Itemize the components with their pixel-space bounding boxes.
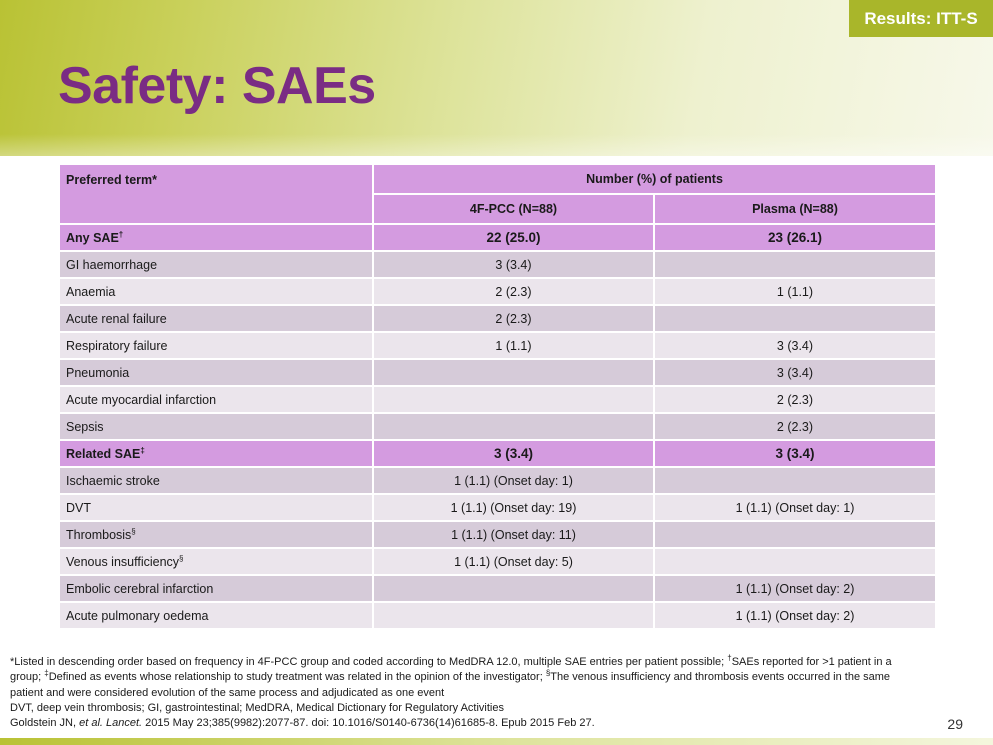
row-value-4fpcc: 2 (2.3) <box>373 278 654 305</box>
row-value-plasma <box>654 548 936 575</box>
row-value-4fpcc: 22 (25.0) <box>373 224 654 251</box>
row-term: Acute myocardial infarction <box>59 386 373 413</box>
row-value-plasma: 1 (1.1) (Onset day: 2) <box>654 575 936 602</box>
sae-table <box>58 163 937 630</box>
table-row <box>59 548 936 575</box>
row-value-plasma: 2 (2.3) <box>654 386 936 413</box>
table-row <box>59 494 936 521</box>
header-number-of-patients: Number (%) of patients <box>373 164 936 194</box>
row-term-label: DVT <box>66 500 91 515</box>
header-preferred-term: Preferred term* <box>59 164 373 224</box>
row-value-plasma <box>654 305 936 332</box>
row-value-4fpcc: 1 (1.1) (Onset day: 11) <box>373 521 654 548</box>
row-term <box>59 575 373 602</box>
footnotes <box>10 655 920 731</box>
footnote-abbreviations: DVT, deep vein thrombosis; GI, gastrointestinal; MedDRA, Medical Dictionary for Regulatory Activities <box>10 701 504 714</box>
row-term <box>59 467 373 494</box>
row-term <box>59 494 373 521</box>
any-sae-row <box>59 224 936 251</box>
row-value-4fpcc: 2 (2.3) <box>373 305 654 332</box>
row-term <box>59 548 373 575</box>
row-term: GI haemorrhage <box>59 251 373 278</box>
dagger-mark: † <box>118 229 124 239</box>
table-row <box>59 602 936 629</box>
row-value-4fpcc: 3 (3.4) <box>373 440 654 467</box>
row-term <box>59 521 373 548</box>
row-value-plasma: 3 (3.4) <box>654 332 936 359</box>
bottom-band <box>0 738 993 745</box>
table-row <box>59 305 936 332</box>
table-row <box>59 332 936 359</box>
related-sae-row <box>59 440 936 467</box>
row-value-4fpcc: 1 (1.1) (Onset day: 1) <box>373 467 654 494</box>
row-value-4fpcc: 3 (3.4) <box>373 251 654 278</box>
table-row <box>59 386 936 413</box>
row-value-4fpcc <box>373 359 654 386</box>
footnote-mark: § <box>179 553 184 563</box>
table-row <box>59 359 936 386</box>
table-row <box>59 467 936 494</box>
row-term <box>59 224 373 251</box>
results-badge: Results: ITT-S <box>849 0 993 37</box>
row-value-plasma <box>654 521 936 548</box>
page-number: 29 <box>947 716 963 732</box>
double-dagger-mark: ‡ <box>140 445 145 455</box>
row-value-4fpcc <box>373 413 654 440</box>
header-4fpcc: 4F-PCC (N=88) <box>373 194 654 224</box>
row-term-label: Venous insufficiency <box>66 554 180 569</box>
row-term: Sepsis <box>59 413 373 440</box>
footnote-mark: § <box>131 526 136 536</box>
row-value-plasma: 1 (1.1) (Onset day: 2) <box>654 602 936 629</box>
row-term-label: Thrombosis <box>66 527 132 542</box>
row-value-4fpcc: 1 (1.1) <box>373 332 654 359</box>
row-value-plasma <box>654 467 936 494</box>
row-value-plasma: 2 (2.3) <box>654 413 936 440</box>
table-row <box>59 521 936 548</box>
row-value-plasma: 3 (3.4) <box>654 440 936 467</box>
table-header-row <box>59 164 936 194</box>
row-value-4fpcc <box>373 575 654 602</box>
footnote-citation: Goldstein JN, et al. Lancet. 2015 May 23;385(9982):2077-87. doi: 10.1016/S0140-6736(14)61685-8. Epub 2015 Feb 27. <box>10 717 595 730</box>
table-row <box>59 251 936 278</box>
page-title: Safety: SAEs <box>58 57 376 115</box>
row-term: Anaemia <box>59 278 373 305</box>
row-term <box>59 440 373 467</box>
header-plasma: Plasma (N=88) <box>654 194 936 224</box>
row-term-label: Acute pulmonary oedema <box>66 608 209 623</box>
row-value-4fpcc: 1 (1.1) (Onset day: 19) <box>373 494 654 521</box>
any-sae-label: Any SAE <box>66 230 119 245</box>
footnote-definitions: *Listed in descending order based on frequency in 4F-PCC group and coded according to MedDRA 12.0, multiple SAE entries per patient possible; †SAEs reported for >1 patient in a group; ‡Defined as events whose relationship to study treatment was related in the opinion of the investigator; §The venous insufficiency and thrombosis events occurred in the same patient and were considered evolution of the same process and adjudicated as one event <box>10 653 892 699</box>
row-value-plasma: 1 (1.1) (Onset day: 1) <box>654 494 936 521</box>
table-row <box>59 575 936 602</box>
row-term: Respiratory failure <box>59 332 373 359</box>
related-sae-label: Related SAE <box>66 446 141 461</box>
row-value-4fpcc: 1 (1.1) (Onset day: 5) <box>373 548 654 575</box>
row-term-label: Ischaemic stroke <box>66 473 160 488</box>
row-value-plasma <box>654 251 936 278</box>
row-value-plasma: 3 (3.4) <box>654 359 936 386</box>
table-row <box>59 278 936 305</box>
row-term-label: Embolic cerebral infarction <box>66 581 214 596</box>
row-term: Acute renal failure <box>59 305 373 332</box>
row-value-plasma: 23 (26.1) <box>654 224 936 251</box>
row-value-plasma: 1 (1.1) <box>654 278 936 305</box>
table-row <box>59 413 936 440</box>
row-value-4fpcc <box>373 602 654 629</box>
row-term: Pneumonia <box>59 359 373 386</box>
row-term <box>59 602 373 629</box>
row-value-4fpcc <box>373 386 654 413</box>
